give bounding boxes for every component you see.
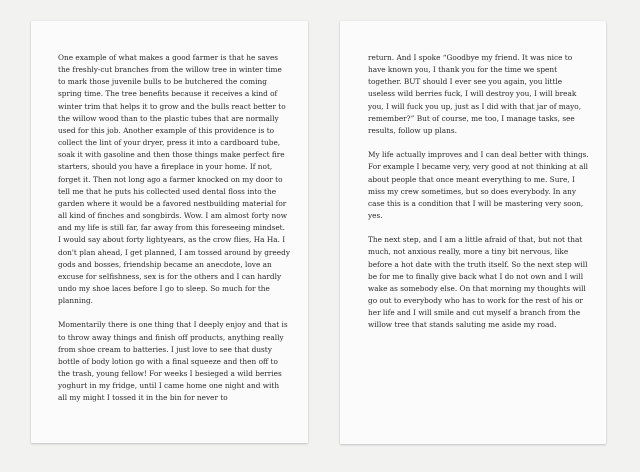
- left-paragraph-2: Momentarily there is one thing that I deeply enjoy and that is to throw away things and finish off products, anything really from shoe cream to batteries. I just love to see that dusty bottle of body lotion go with a final squeeze and then off to the trash, young fellow! For weeks I besieged a wild berries yoghurt in my fridge, until I came home one night and with all my might I tossed it in the bin for never to: [58, 320, 288, 403]
- right-paragraph-2: My life actually improves and I can deal better with things. For example I became very, very good at not thinking at all about people that once meant everything to me. Sure, I miss my crew sometimes, but so does everybody. In any case this is a condition that I will be mastering very soon, yes.: [368, 150, 589, 221]
- right-paper-sheet: [340, 21, 606, 444]
- left-paragraph-1: One example of what makes a good farmer is that he saves the freshly-cut branches from the willow tree in winter time to mark those juvenile bulls to be butchered the coming spring time. The tree benefits because it receives a kind of winter trim that helps it to grow and the bulls react better to the willow wood than to the plastic tubes that are normally used for this job. Another example of this providence is to collect the lint of your dryer, press it into a cardboard tube, soak it with gasoline and then those things make perfect fire starters, should you have a fireplace in your home. If not, forget it. Then not long ago a farmer knocked on my door to tell me that he puts his collected used dental floss into the garden where it would be a favored nestbuilding material for all kind of finches and songbirds. Wow. I am almost forty now and my life is still far, far away from this foreseeing mindset. I would say about forty lightyears, as the crow flies, Ha Ha. I don't plan ahead, I get planned, I am tossed around by greedy gods and bosses, friendship became an anecdote, love an excuse for selfishness, sex is for the others and I can hardly undo my shoe laces before I go to sleep. So much for the planning.: [58, 53, 290, 306]
- right-paragraph-3: The next step, and I am a little afraid of that, but not that much, not anxious really, more a tiny bit nervous, like before a hot date with the truth itself. So the next step will be for me to finally give back what I do not own and I will wake as somebody else. On that morning my thoughts will go out to everybody who has to work for the rest of his or her life and I will smile and cut myself a branch from the willow tree that stands saluting me aside my road.: [368, 235, 588, 330]
- left-paper-sheet: [31, 21, 308, 443]
- left-sheet-text: [58, 52, 290, 405]
- right-sheet-text: [368, 52, 589, 332]
- right-paragraph-1: return. And I spoke “Goodbye my friend. It was nice to have known you, I thank you for the time we spent together. BUT should I ever see you again, you little useless wild berries fuck, I will destroy you, I will break you, I will fuck you up, just as I did with that jar of mayo, remember?” But of course, me too, I manage tasks, see results, follow up plans.: [368, 53, 582, 135]
